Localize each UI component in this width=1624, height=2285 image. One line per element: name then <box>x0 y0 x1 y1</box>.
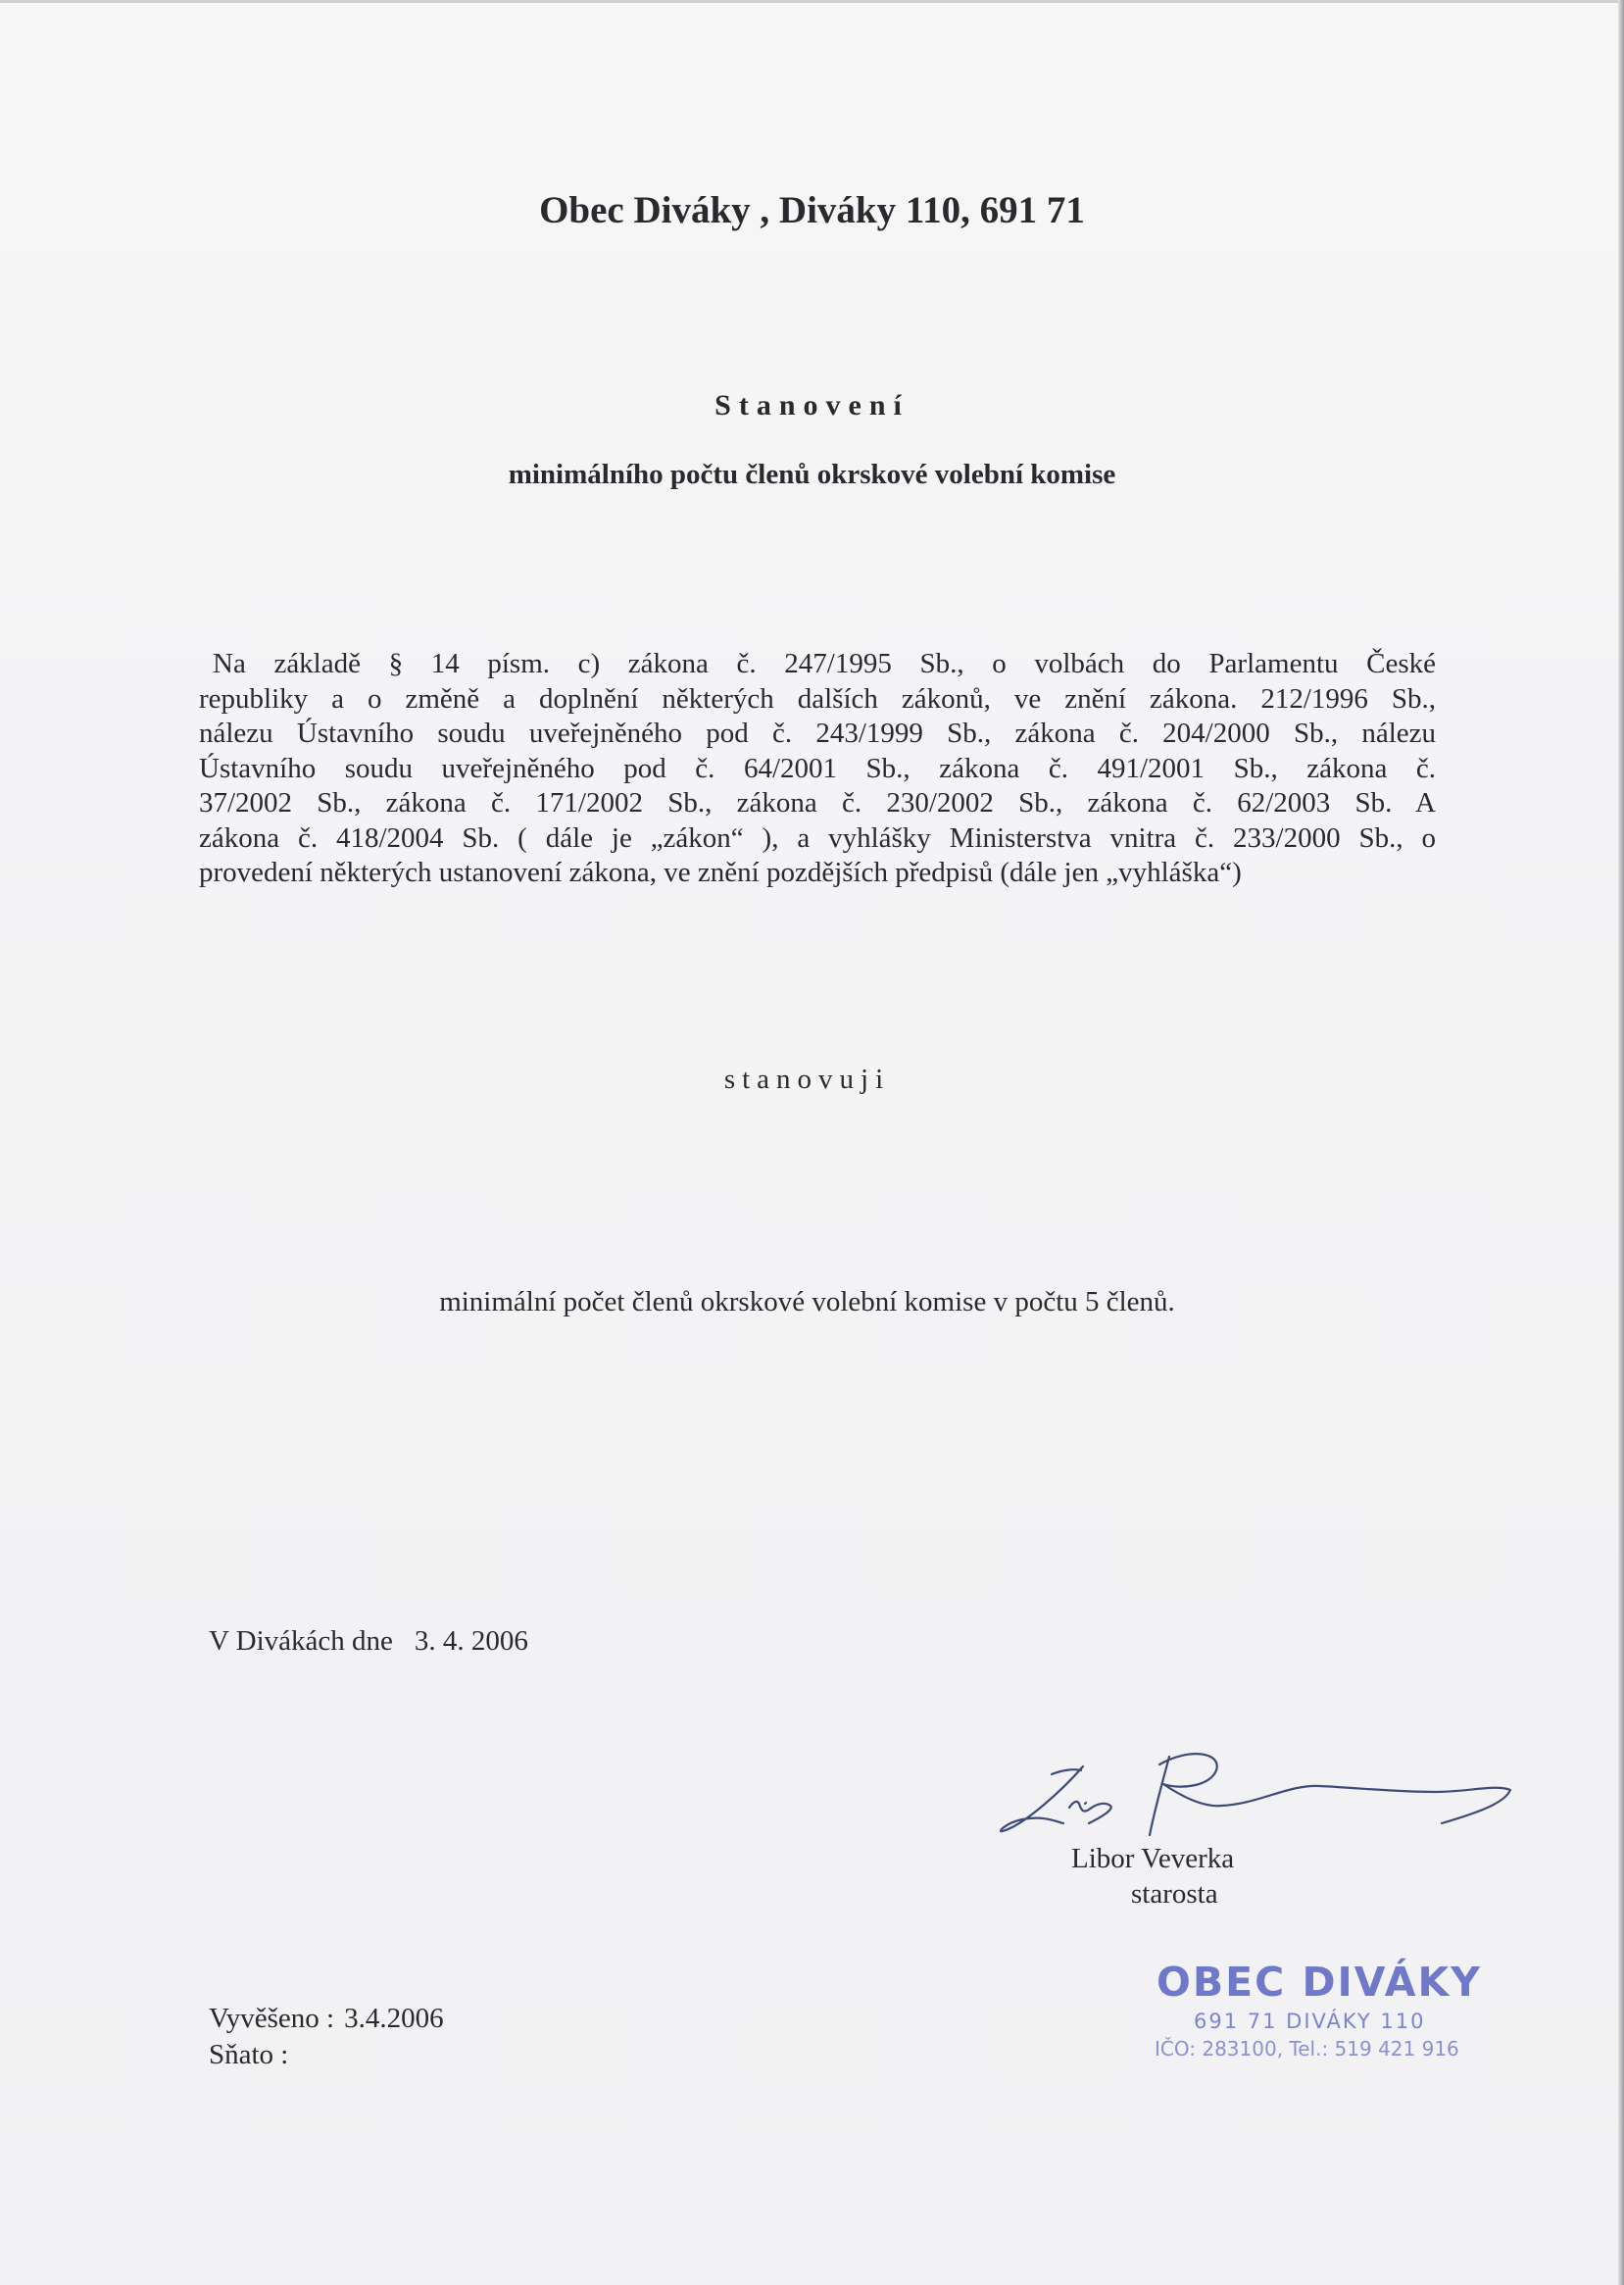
page-edge-top <box>0 0 1624 3</box>
decision-verb: stanovuji <box>723 1064 891 1095</box>
posted-line <box>209 2003 444 2035</box>
paragraph-line: republiky a o změně a doplnění některých dalších zákonů, ve znění zákona. 212/1996 Sb., <box>199 682 1436 715</box>
page-edge-right <box>1618 0 1624 2285</box>
paragraph-line: Na základě § 14 písm. c) zákona č. 247/1995 Sb., o volbách do Parlamentu České <box>213 648 1436 679</box>
posted-label: Vyvěšeno : <box>209 2003 335 2034</box>
posted-date: 3.4.2006 <box>344 2003 444 2034</box>
signer-name: Libor Veverka <box>1071 1843 1235 1874</box>
decision-statement: minimální počet členů okrskové volební komise v počtu 5 členů. <box>439 1286 1175 1317</box>
document-subtitle: minimálního počtu členů okrskové volební komise <box>508 459 1116 490</box>
handwritten-signature <box>995 1735 1514 1843</box>
dateline-label: V Divákách dne <box>209 1625 393 1657</box>
stamp-title: OBEC DIVÁKY <box>1156 1959 1482 2006</box>
dateline-date: 3. 4. 2006 <box>414 1625 528 1657</box>
legal-basis-paragraph <box>199 647 1436 891</box>
paragraph-line: Ústavního soudu uveřejněného pod č. 64/2001 Sb., zákona č. 491/2001 Sb., zákona č. <box>199 752 1436 784</box>
stamp-contact: IČO: 283100, Tel.: 519 421 916 <box>1155 2037 1459 2061</box>
stamp-address: 691 71 DIVÁKY 110 <box>1194 2010 1426 2033</box>
document-title: Stanovení <box>714 389 910 422</box>
paragraph-line: provedení některých ustanovení zákona, ve znění pozdějších předpisů (dále jen „vyhláška“) <box>199 857 1242 888</box>
dateline <box>209 1625 528 1658</box>
paragraph-line: nálezu Ústavního soudu uveřejněného pod č. 243/1999 Sb., zákona č. 204/2000 Sb., nálezu <box>199 718 1436 749</box>
paragraph-line: zákona č. 418/2004 Sb. ( dále je „zákon“ ), a vyhlášky Ministerstva vnitra č. 233/2000 Sb., o <box>199 821 1436 854</box>
removed-label: Sňato : <box>209 2039 289 2070</box>
signer-role: starosta <box>1131 1878 1218 1910</box>
paragraph-line: 37/2002 Sb., zákona č. 171/2002 Sb., zákona č. 230/2002 Sb., zákona č. 62/2003 Sb. A <box>199 787 1436 819</box>
municipality-heading: Obec Diváky , Diváky 110, 691 71 <box>539 189 1085 231</box>
